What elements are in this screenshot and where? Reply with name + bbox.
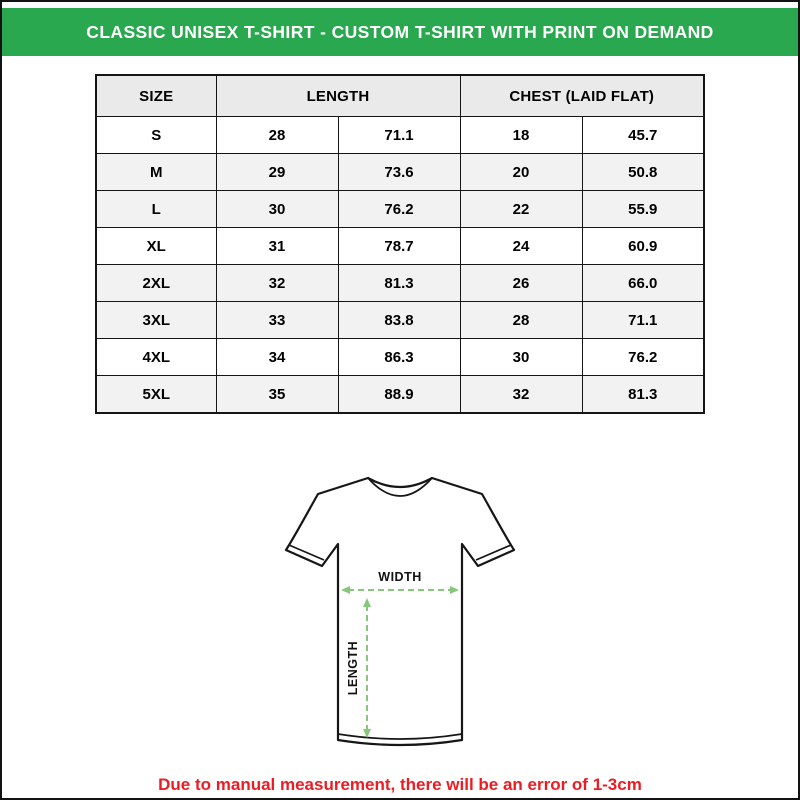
width-label: WIDTH — [378, 570, 422, 584]
measurement-cell: 18 — [460, 117, 582, 154]
measurement-cell: 55.9 — [582, 191, 704, 228]
measurement-cell: 30 — [460, 339, 582, 376]
measurement-cell: 45.7 — [582, 117, 704, 154]
size-cell: XL — [96, 228, 216, 265]
measurement-cell: 76.2 — [338, 191, 460, 228]
measurement-cell: 76.2 — [582, 339, 704, 376]
measurement-cell: 60.9 — [582, 228, 704, 265]
column-header-length: LENGTH — [216, 75, 460, 117]
length-label: LENGTH — [346, 640, 360, 696]
measurement-cell: 32 — [460, 376, 582, 414]
measurement-cell: 81.3 — [338, 265, 460, 302]
measurement-cell: 73.6 — [338, 154, 460, 191]
size-cell: M — [96, 154, 216, 191]
measurement-cell: 34 — [216, 339, 338, 376]
table-row — [96, 376, 704, 414]
measurement-cell: 31 — [216, 228, 338, 265]
table-row — [96, 191, 704, 228]
page-title: CLASSIC UNISEX T-SHIRT - CUSTOM T-SHIRT WITH PRINT ON DEMAND — [86, 21, 714, 42]
size-cell: 3XL — [96, 302, 216, 339]
measurement-cell: 26 — [460, 265, 582, 302]
title-banner — [2, 8, 798, 56]
measurement-cell: 66.0 — [582, 265, 704, 302]
measurement-cell: 29 — [216, 154, 338, 191]
tshirt-outline — [286, 478, 514, 745]
size-cell: L — [96, 191, 216, 228]
measurement-cell: 32 — [216, 265, 338, 302]
table-row — [96, 154, 704, 191]
table-row — [96, 117, 704, 154]
column-header-chest: CHEST (LAID FLAT) — [460, 75, 704, 117]
size-chart-body — [96, 117, 704, 414]
measurement-cell: 81.3 — [582, 376, 704, 414]
measurement-cell: 28 — [460, 302, 582, 339]
measurement-cell: 30 — [216, 191, 338, 228]
size-chart-header — [96, 75, 704, 117]
measurement-cell: 28 — [216, 117, 338, 154]
size-cell: S — [96, 117, 216, 154]
measurement-cell: 35 — [216, 376, 338, 414]
measurement-cell: 24 — [460, 228, 582, 265]
measurement-cell: 83.8 — [338, 302, 460, 339]
tshirt-diagram-svg — [240, 450, 560, 760]
size-chart-table — [95, 74, 705, 414]
measurement-cell: 33 — [216, 302, 338, 339]
measurement-cell: 50.8 — [582, 154, 704, 191]
table-row — [96, 228, 704, 265]
measurement-cell: 20 — [460, 154, 582, 191]
measurement-cell: 71.1 — [582, 302, 704, 339]
header-row — [96, 75, 704, 117]
size-cell: 5XL — [96, 376, 216, 414]
measurement-cell: 78.7 — [338, 228, 460, 265]
table-row — [96, 339, 704, 376]
measurement-cell: 22 — [460, 191, 582, 228]
table-row — [96, 302, 704, 339]
tshirt-measurement-diagram — [240, 450, 560, 765]
table-row — [96, 265, 704, 302]
measurement-error-note: Due to manual measurement, there will be an error of 1-3cm — [158, 775, 642, 794]
measurement-cell: 86.3 — [338, 339, 460, 376]
column-header-size: SIZE — [96, 75, 216, 117]
size-cell: 4XL — [96, 339, 216, 376]
size-cell: 2XL — [96, 265, 216, 302]
measurement-cell: 88.9 — [338, 376, 460, 414]
measurement-cell: 71.1 — [338, 117, 460, 154]
